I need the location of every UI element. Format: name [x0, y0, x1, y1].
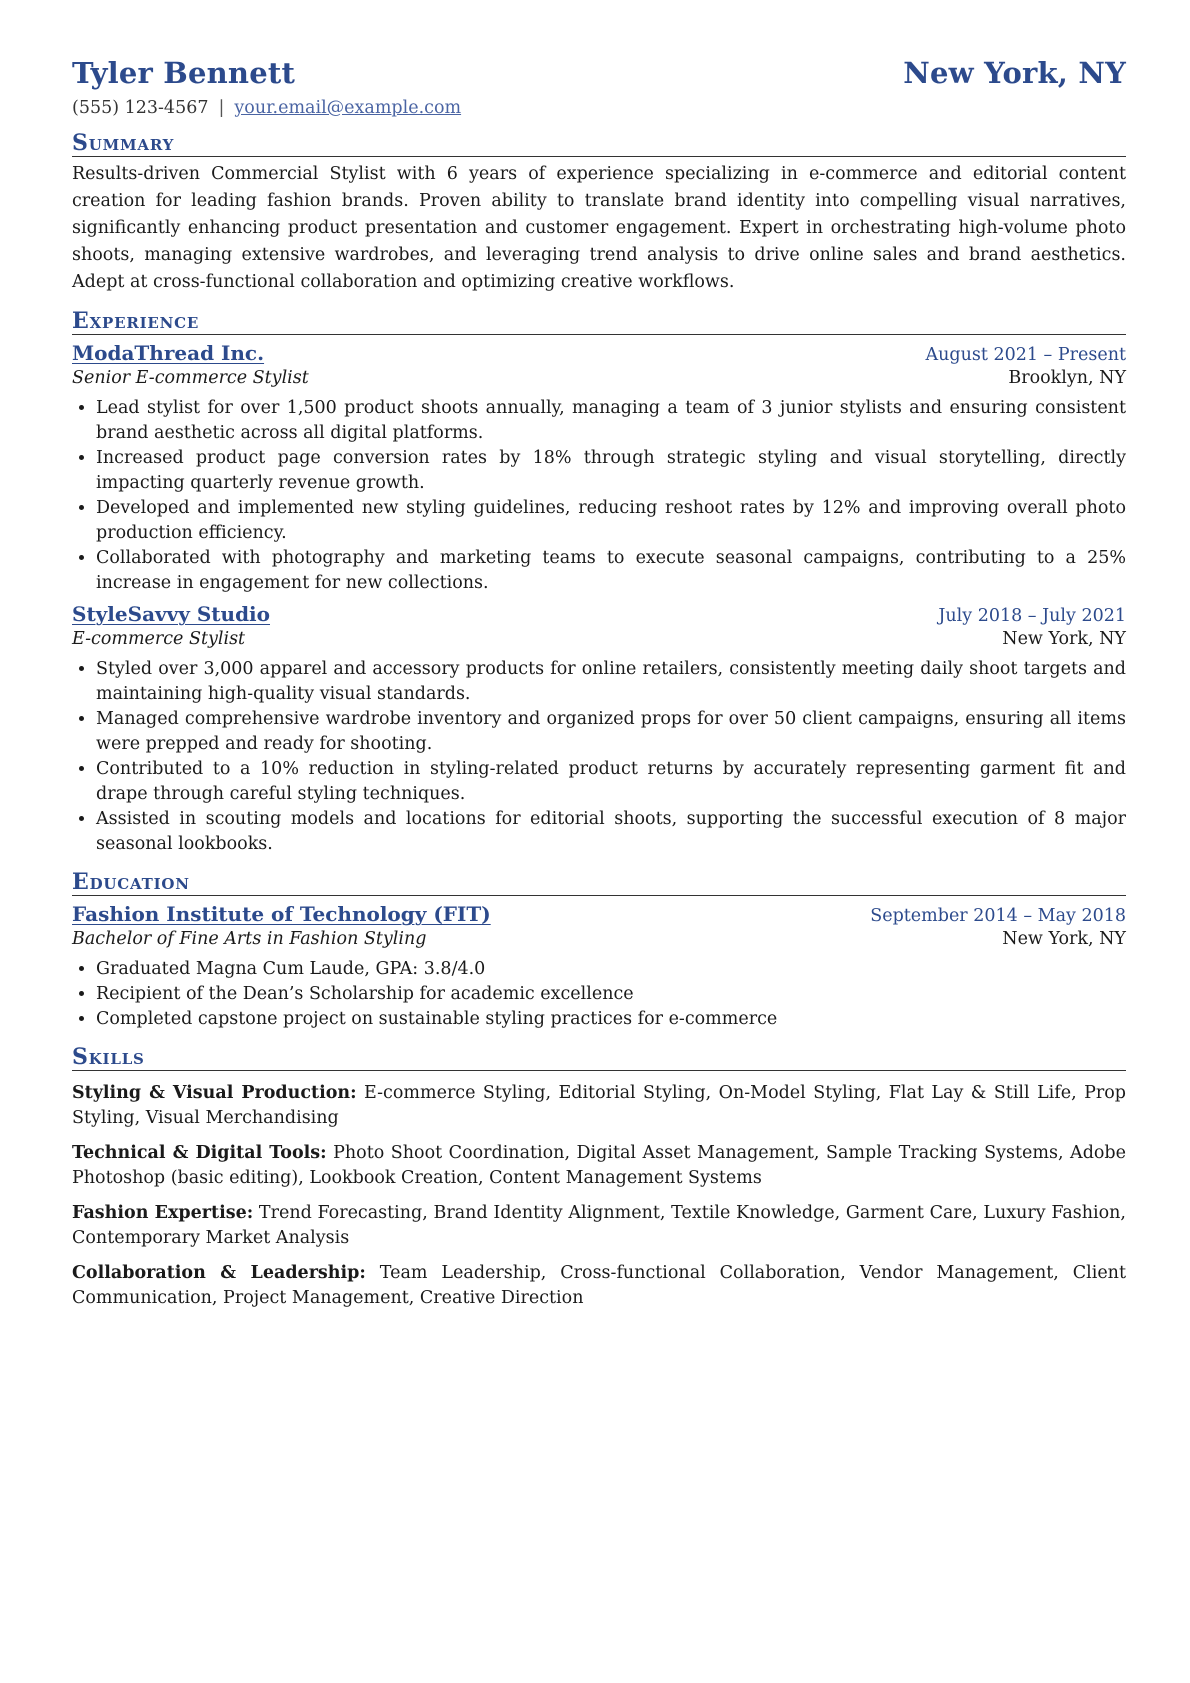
experience-section	[72, 308, 1126, 857]
job-company: StyleSavvy Studio	[72, 602, 270, 626]
education-section	[72, 869, 1126, 1032]
bullet-item: • Recipient of the Dean’s Scholarship for academic excellence	[96, 982, 1126, 1007]
skill-group-label: Fashion Expertise:	[72, 1203, 254, 1223]
summary-section	[72, 130, 1126, 296]
job-company: ModaThread Inc.	[72, 341, 265, 365]
candidate-name: Tyler Bennett	[72, 56, 296, 90]
section-title-skills: Skills	[72, 1044, 1126, 1071]
job-location: Brooklyn, NY	[1008, 368, 1126, 388]
bullet-item: • Assisted in scouting models and locations for editorial shoots, supporting the successful execution of 8 major seasonal lookbooks.	[96, 807, 1126, 857]
bullet-item: • Managed comprehensive wardrobe inventory and organized props for over 50 client campaigns, ensuring all items were prepped and ready for shooting.	[96, 707, 1126, 757]
resume-page	[72, 56, 1126, 1311]
skill-group	[72, 1081, 1126, 1131]
skill-group-items: Photo Shoot Coordination, Digital Asset Management, Sample Tracking Systems, Adobe Photoshop (basic editing), Lookbook Creation, Content Management Systems	[72, 1143, 1126, 1188]
bullet-item: • Increased product page conversion rates by 18% through strategic styling and visual storytelling, directly impacting quarterly revenue growth.	[96, 446, 1126, 496]
job-title: E-commerce Stylist	[72, 629, 246, 649]
school-location: New York, NY	[1002, 929, 1126, 949]
section-title-experience: Experience	[72, 308, 1126, 335]
bullet-item: • Completed capstone project on sustainable styling practices for e-commerce	[96, 1007, 1126, 1032]
bullet-item: • Styled over 3,000 apparel and accessory products for online retailers, consistently meeting daily shoot targets and maintaining high-quality visual standards.	[96, 657, 1126, 707]
email-link[interactable]: your.email@example.com	[234, 98, 462, 118]
phone-number: (555) 123-4567	[72, 98, 209, 118]
education-bullets	[72, 957, 1126, 1032]
skill-group-label: Collaboration & Leadership:	[72, 1263, 366, 1283]
candidate-location: New York, NY	[903, 56, 1126, 90]
skill-group	[72, 1141, 1126, 1191]
resume-header	[72, 56, 1126, 90]
skill-group-items: Team Leadership, Cross-functional Collaboration, Vendor Management, Client Communication, Project Management, Creative Direction	[72, 1263, 1126, 1308]
skill-group	[72, 1261, 1126, 1311]
bullet-item: • Contributed to a 10% reduction in styling-related product returns by accurately representing garment fit and drape through careful styling techniques.	[96, 757, 1126, 807]
job-entry	[72, 341, 1126, 596]
contact-separator: |	[218, 98, 225, 118]
job-dates: July 2018 – July 2021	[938, 606, 1126, 626]
bullet-item: • Lead stylist for over 1,500 product shoots annually, managing a team of 3 junior stylists and ensuring consistent brand aesthetic across all digital platforms.	[96, 396, 1126, 446]
section-title-education: Education	[72, 869, 1126, 896]
summary-text: Results-driven Commercial Stylist with 6 years of experience specializing in e-commerce and editorial content creation for leading fashion brands. Proven ability to translate brand identity into compelling visual narratives, significantly enhancing product presentation and customer engagement. Expert in orchestrating high-volume photo shoots, managing extensive wardrobes, and leveraging trend analysis to drive online sales and brand aesthetics. Adept at cross-functional collaboration and optimizing creative workflows.	[72, 164, 1126, 292]
bullet-item: • Collaborated with photography and marketing teams to execute seasonal campaigns, contributing to a 25% increase in engagement for new collections.	[96, 546, 1126, 596]
skill-group-items: Trend Forecasting, Brand Identity Alignment, Textile Knowledge, Garment Care, Luxury Fashion, Contemporary Market Analysis	[72, 1203, 1126, 1248]
education-dates: September 2014 – May 2018	[870, 906, 1126, 926]
skill-group-items: E-commerce Styling, Editorial Styling, On-Model Styling, Flat Lay & Still Life, Prop Styling, Visual Merchandising	[72, 1083, 1126, 1128]
skill-group	[72, 1201, 1126, 1251]
job-dates: August 2021 – Present	[925, 345, 1126, 365]
job-location: New York, NY	[1002, 629, 1126, 649]
bullet-item: • Developed and implemented new styling guidelines, reducing reshoot rates by 12% and improving overall photo production efficiency.	[96, 496, 1126, 546]
contact-line	[72, 98, 1126, 118]
school-name: Fashion Institute of Technology (FIT)	[72, 902, 491, 926]
section-title-summary: Summary	[72, 130, 1126, 157]
job-bullets	[72, 396, 1126, 596]
job-bullets	[72, 657, 1126, 857]
degree: Bachelor of Fine Arts in Fashion Styling	[72, 929, 427, 949]
skills-section	[72, 1044, 1126, 1311]
job-entry	[72, 602, 1126, 857]
skill-group-label: Technical & Digital Tools:	[72, 1143, 327, 1163]
job-title: Senior E-commerce Stylist	[72, 368, 309, 388]
skill-group-label: Styling & Visual Production:	[72, 1083, 357, 1103]
bullet-item: • Graduated Magna Cum Laude, GPA: 3.8/4.0	[96, 957, 1126, 982]
